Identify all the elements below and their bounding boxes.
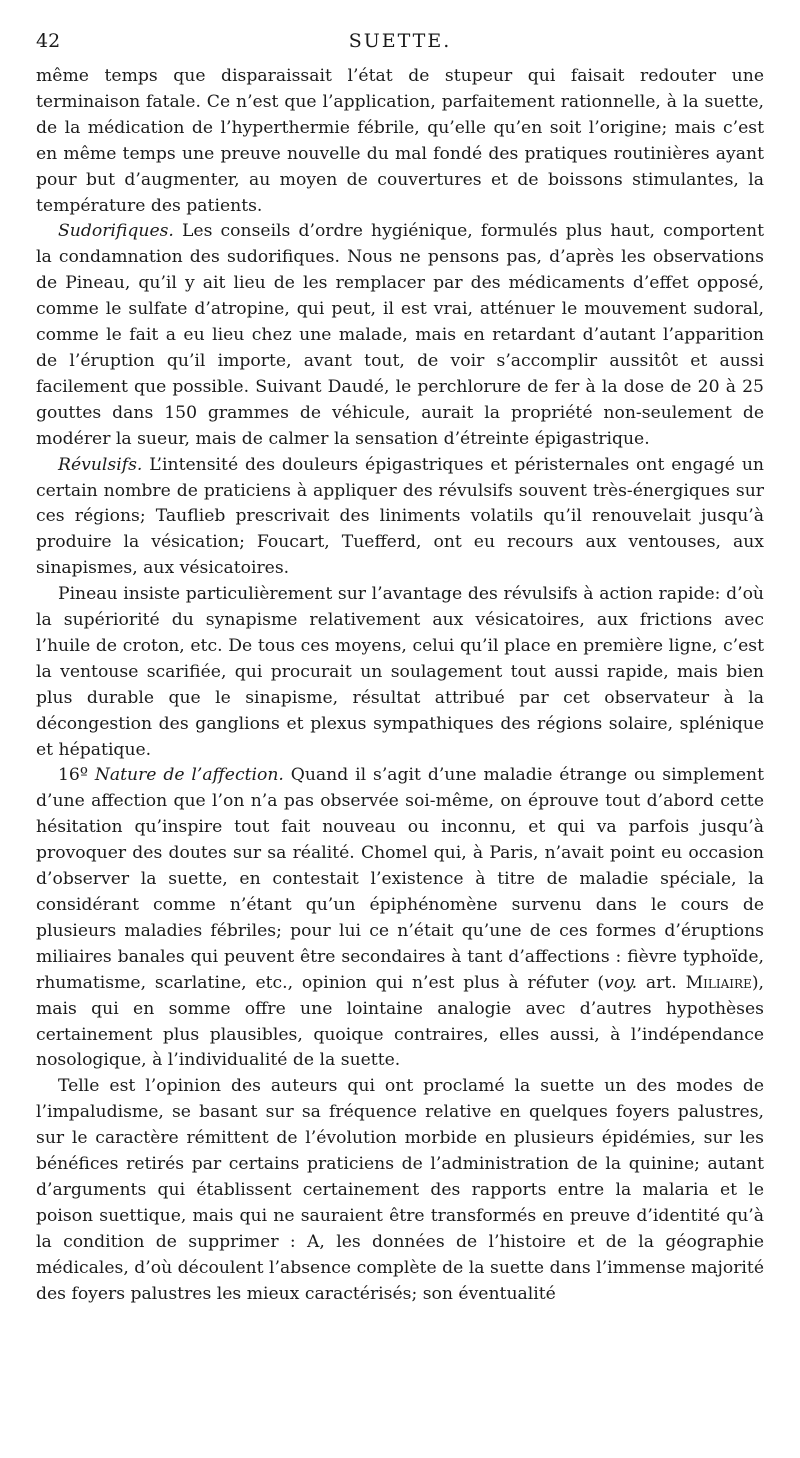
- paragraph-text: L’intensité des douleurs épigastriques et péristernales ont engagé un certain nombre de praticiens à appliquer des révulsifs souvent très-énergiques sur ces régions; Tauflieb prescrivait des liniments volatils qu’il renouvelait jusqu’à produire la vésication; Foucart, Tuefferd, ont eu recours aux ventouses, aux sinapismes, aux vésicatoires.: [36, 454, 764, 579]
- paragraph-text: Les conseils d’ordre hygiénique, formulés plus haut, comportent la condamnation des sudorifiques. Nous ne pensons pas, d’après les observations de Pineau, qu’il y ait lieu de les remplacer par des médicaments d’effet opposé, comme le sulfate d’atropine, qui peut, il est vrai, atténuer le mouvement sudoral, comme le fait a eu lieu chez une malade, mais en retardant d’autant l’apparition de l’éruption qu’il importe, avant tout, de voir s’accomplir aussitôt et aussi facilement que possible. Suivant Daudé, le perchlorure de fer à la dose de 20 à 25 gouttes dans 150 grammes de véhicule, aurait la propriété non-seulement de modérer la sueur, mais de calmer la sensation d’étreinte épigastrique.: [36, 221, 764, 449]
- running-head: SUETTE.: [348, 30, 452, 52]
- page-number: 42: [36, 30, 61, 52]
- paragraph-sudorifiques: [36, 219, 764, 452]
- art-abbrev: art.: [637, 972, 686, 993]
- paragraph-revulsifs: [36, 453, 764, 583]
- section-lead-sudorifiques: Sudorifiques.: [58, 221, 174, 242]
- page-header: [36, 28, 764, 58]
- paragraph-text: ), mais qui en somme offre une lointaine analogie avec d’autres hypothèses certainement plus plausibles, quoique contraires, elles aussi, à l’indépendance nosologique, à l’individualité de la suette.: [36, 972, 764, 1071]
- paragraph-nature-affection: [36, 763, 764, 1074]
- paragraph-1: même temps que disparaissait l’état de stupeur qui faisait redouter une terminaison fatale. Ce n’est que l’application, parfaitement rationnelle, à la suette, de la médication de l’hyperthermie fébrile, qu’elle qu’en soit l’origine; mais c’est en même temps une preuve nouvelle du mal fondé des pratiques routinières ayant pour but d’augmenter, au moyen de couvertures et de boissons stimulantes, la température des patients.: [36, 66, 764, 216]
- voy-abbrev: voy.: [604, 972, 638, 993]
- paragraph-impaludisme: Telle est l’opinion des auteurs qui ont proclamé la suette un des modes de l’impaludisme, se basant sur sa fréquence relative en quelques foyers palustres, sur le caractère rémittent de l’évolution morbide en plusieurs épidémies, sur les bénéfices retirés par certains praticiens de l’administration de la quinine; autant d’arguments qui établissent certainement des rapports entre la malaria et le poison suettique, mais qui ne sauraient être transformés en preuve d’identité qu’à la condition de supprimer : A, les données de l’histoire et de la géographie médicales, d’où découlent l’absence complète de la suette dans l’immense majorité des foyers palustres les mieux caractérisés; son éventualité: [36, 1076, 764, 1304]
- cross-reference: Miliaire: [685, 972, 752, 993]
- paragraph-text: Quand il s’agit d’une maladie étrange ou simplement d’une affection que l’on n’a pas observée soi-même, on éprouve tout d’abord cette hésitation qu’inspire tout fait nouveau ou inconnu, et qui va parfois jusqu’à provoquer des doutes sur sa réalité. Chomel qui, à Paris, n’avait point eu occasion d’observer la suette, en contestait l’existence à titre de maladie spéciale, la considérant comme n’étant qu’un épiphénomène survenu dans le cours de plusieurs maladies fébriles; pour lui ce n’était qu’une de ces formes d’éruptions miliaires banales qui peuvent être secondaires à tant d’affections : fièvre typhoïde, rhumatisme, scarlatine, etc., opinion qui n’est plus à réfuter (: [36, 765, 764, 993]
- book-page: [36, 28, 764, 1308]
- section-lead-nature: Nature de l’affection.: [87, 765, 284, 786]
- body-text: [36, 64, 764, 1308]
- section-lead-revulsifs: Révulsifs.: [58, 454, 143, 475]
- section-number: 16º: [58, 765, 88, 786]
- paragraph-pineau: Pineau insiste particulièrement sur l’avantage des révulsifs à action rapide: d’où la supériorité du synapisme relativement aux vésicatoires, aux frictions avec l’huile de croton, etc. De tous ces moyens, celui qu’il place en première ligne, c’est la ventouse scarifiée, qui procurait un soulagement tout aussi rapide, mais bien plus durable que le sinapisme, résultat attribué par cet observateur à la décongestion des ganglions et plexus sympathiques des régions solaire, splénique et hépatique.: [36, 584, 764, 760]
